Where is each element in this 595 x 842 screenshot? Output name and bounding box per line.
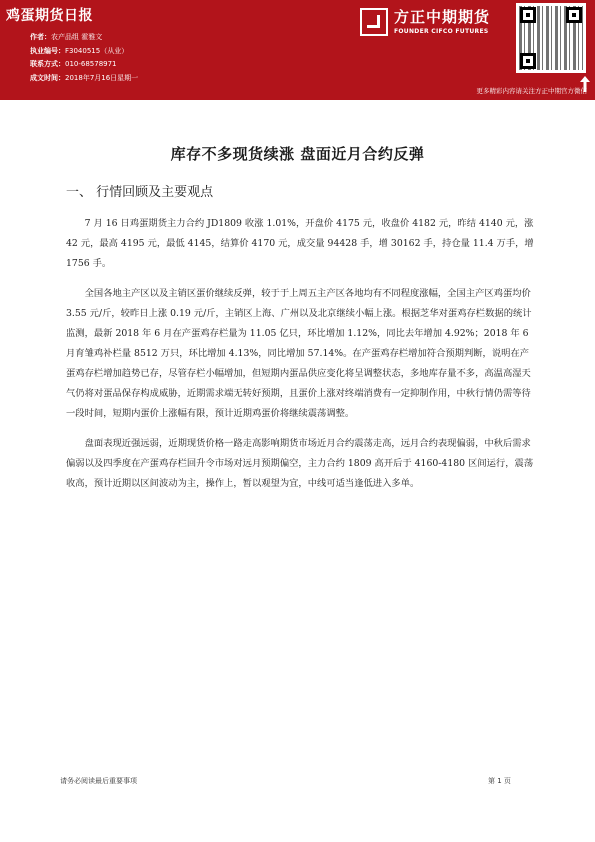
section-heading: 一、 行情回顾及主要观点 [66, 185, 214, 200]
company-logo [360, 6, 510, 42]
document-title: 库存不多现货续涨 盘面近月合约反弹 [170, 145, 425, 163]
author-meta [30, 31, 138, 85]
paragraph-market-review: 7 月 16 日鸡蛋期货主力合约 JD1809 收涨 1.01%，开盘价 4175 元，收盘价 4182 元，昨结 4140 元，涨 42 元，最高 4195 元，最低 4145，结算价 4170 元，成交量 94428 手，增 30162 手，持仓量 11.4 万手，增 1756 手。 [66, 218, 534, 269]
logo-mark-icon [360, 8, 388, 36]
qr-eye [566, 7, 582, 23]
logo-name-en: FOUNDER CIFCO FUTURES [394, 28, 489, 35]
meta-row-author: 作者：农产品组 霍雅文 [30, 33, 103, 41]
page-number: 第 1 页 [488, 777, 511, 785]
paragraph-strategy: 盘面表现近强远弱，近期现货价格一路走高影响期货市场近月合约震荡走高，远月合约表现偏弱，中秋后需求偏弱以及四季度在产蛋鸡存栏回升令市场对远月预期偏空，主力合约 1809 高开后于 4160-4180 区间运行，震荡收高，预计近期以区间波动为主，操作上，暂以观望为宜，中线可适当逢低进入多单。 [66, 438, 534, 489]
qr-code-icon [516, 3, 586, 73]
meta-row-contact: 联系方式：010-68578971 [30, 60, 117, 69]
footer-disclaimer: 请务必阅读最后重要事项 [60, 777, 137, 785]
qr-eye [520, 53, 536, 69]
meta-row-license: 执业编号：F3040515（从业） [30, 46, 129, 55]
body-text [66, 214, 534, 504]
qr-eye [520, 7, 536, 23]
wechat-follow-note: 更多精彩内容请关注方正中期官方微信 [476, 87, 587, 95]
report-title: 鸡蛋期货日报 [6, 8, 93, 24]
logo-name-cn: 方正中期期货 [394, 8, 491, 26]
paragraph-spot-analysis: 全国各地主产区以及主销区蛋价继续反弹，较于于上周五主产区各地均有不同程度涨幅，全国主产区鸡蛋均价 3.55 元/斤，较昨日上涨 0.19 元/斤，主销区上海、广州以及北京继续小幅上涨。根据芝华对蛋鸡存栏数据的统计监测，最新 2018 年 6 月在产蛋鸡存栏量为 11.05 亿只，环比增加 1.12%，同比去年增加 4.92%；2018 年 6 月育雏鸡补栏量 8512 万只，环比增加 4.13%，同比增加 57.14%。在产蛋鸡存栏增加符合预期判断，说明在产蛋鸡存栏增加趋势已存，尽管存栏小幅增加，但短期内蛋品供应变化将呈调整状态，多地库存量不多，高温高湿天气仍将对蛋品保存构成威胁，近期需求端无转好预期，且蛋价上涨对终端消费有一定抑制作用，中秋行情仍需等待一段时间，短期内蛋价上涨幅有限，预计近期鸡蛋价将继续震荡调整。 [66, 288, 532, 419]
meta-row-date: 成文时间：2018年7月16日星期一 [30, 73, 139, 82]
report-header [0, 0, 595, 100]
